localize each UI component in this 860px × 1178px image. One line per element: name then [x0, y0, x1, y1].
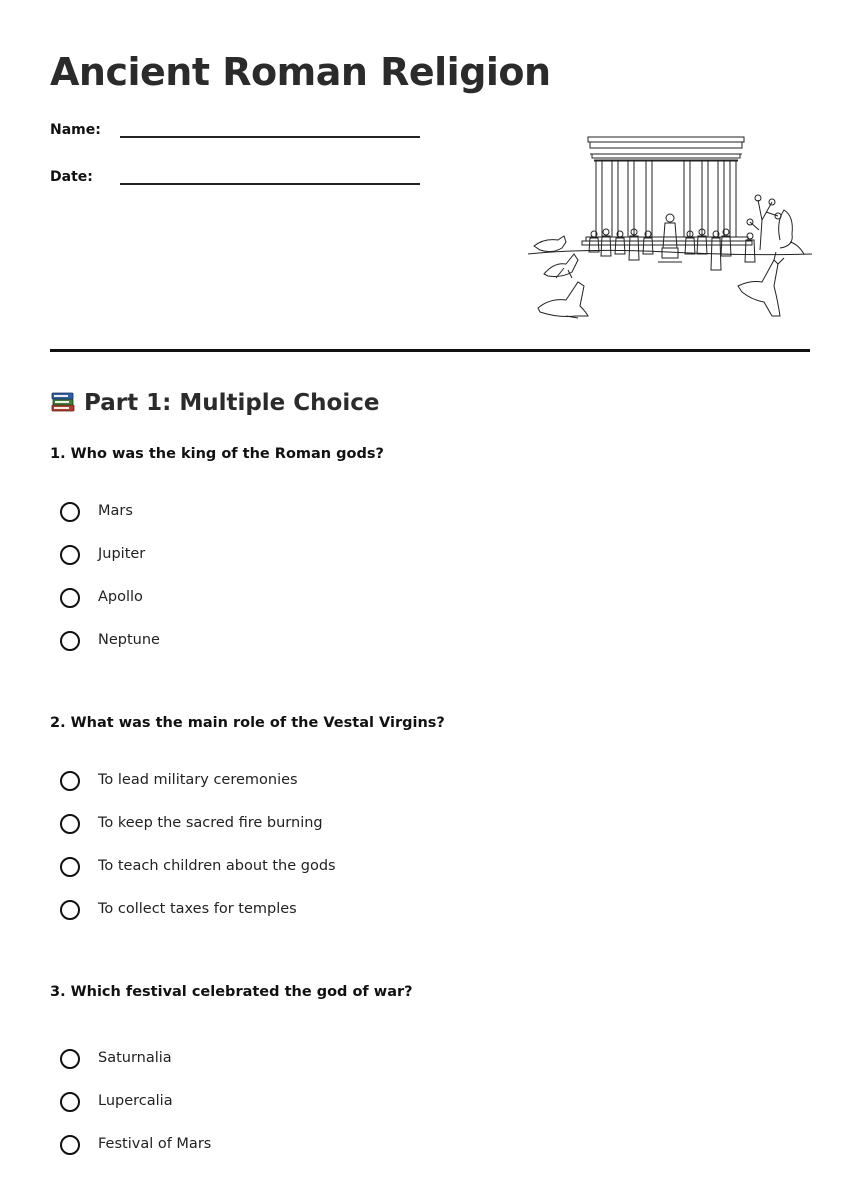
roman-temple-illustration — [528, 130, 812, 322]
date-field — [50, 169, 430, 199]
header-divider — [50, 349, 810, 352]
radio-button[interactable] — [60, 588, 80, 608]
page-title: Ancient Roman Religion — [50, 50, 551, 94]
radio-button[interactable] — [60, 857, 80, 877]
radio-button[interactable] — [60, 502, 80, 522]
radio-button[interactable] — [60, 900, 80, 920]
date-label: Date: — [50, 169, 93, 185]
option-label: To collect taxes for temples — [98, 901, 297, 917]
option-label: Apollo — [98, 589, 143, 605]
option-label: To lead military ceremonies — [98, 772, 298, 788]
option-label: Saturnalia — [98, 1050, 172, 1066]
question-text: 3. Which festival celebrated the god of war? — [50, 984, 413, 1000]
name-label: Name: — [50, 122, 101, 138]
question-3 — [50, 984, 810, 1152]
radio-button[interactable] — [60, 1135, 80, 1155]
question-2 — [50, 715, 810, 917]
radio-button[interactable] — [60, 1092, 80, 1112]
radio-button[interactable] — [60, 814, 80, 834]
name-input[interactable] — [120, 136, 420, 138]
option-label: Neptune — [98, 632, 160, 648]
option-label: To teach children about the gods — [98, 858, 336, 874]
option-label: Jupiter — [98, 546, 146, 562]
radio-button[interactable] — [60, 631, 80, 651]
part1-title-text: Part 1: Multiple Choice — [84, 390, 380, 416]
question-1 — [50, 446, 810, 648]
question-text: 1. Who was the king of the Roman gods? — [50, 446, 384, 462]
radio-button[interactable] — [60, 771, 80, 791]
part1-title — [50, 388, 379, 416]
date-input[interactable] — [120, 183, 420, 185]
question-text: 2. What was the main role of the Vestal Virgins? — [50, 715, 445, 731]
option-label: Mars — [98, 503, 133, 519]
radio-button[interactable] — [60, 545, 80, 565]
option-label: To keep the sacred fire burning — [98, 815, 323, 831]
option-label: Lupercalia — [98, 1093, 173, 1109]
radio-button[interactable] — [60, 1049, 80, 1069]
name-field — [50, 122, 430, 152]
books-icon — [50, 388, 76, 414]
option-label: Festival of Mars — [98, 1136, 212, 1152]
